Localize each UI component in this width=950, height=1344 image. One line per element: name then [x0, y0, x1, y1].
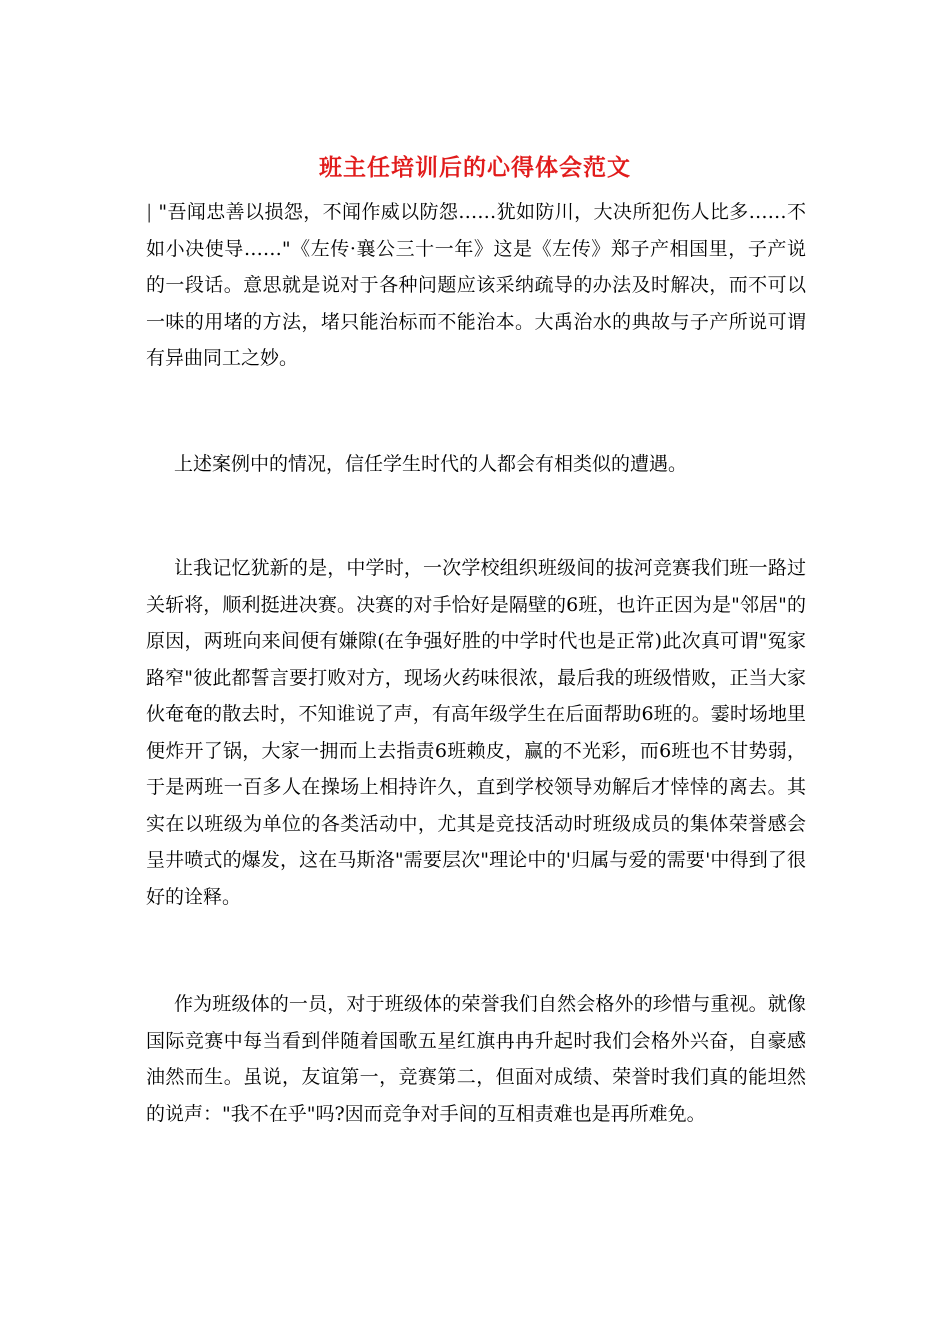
text-cursor-mark: |: [146, 201, 153, 223]
paragraph-1: [146, 194, 806, 377]
page-title: 班主任培训后的心得体会范文: [319, 154, 631, 181]
paragraph-3: 让我记忆犹新的是，中学时，一次学校组织班级间的拔河竞赛我们班一路过关斩将，顺利挺进决赛。决赛的对手恰好是隔壁的6班，也许正因为是"邻居"的原因，两班向来间便有嫌隙(在争强好胜的中学时代也是正常)此次真可谓"冤家路窄"彼此都誓言要打败对方，现场火药味很浓，最后我的班级惜败，正当大家伙奄奄的散去时，不知谁说了声，有高年级学生在后面帮助6班的。霎时场地里便炸开了锅，大家一拥而上去指责6班赖皮，赢的不光彩，而6班也不甘势弱，于是两班一百多人在操场上相持许久，直到学校领导劝解后才悻悻的离去。其实在以班级为单位的各类活动中，尤其是竞技活动时班级成员的集体荣誉感会呈井喷式的爆发，这在马斯洛"需要层次"理论中的'归属与爱的需要'中得到了很好的诠释。: [146, 557, 806, 908]
paragraph-1-text: "吾闻忠善以损怨，不闻作威以防怨……犹如防川，大决所犯伤人比多……不如小决使导……"《左传·襄公三十一年》这是《左传》郑子产相国里，子产说的一段话。意思就是说对于各种问题应该采纳疏导的办法及时解决，而不可以一味的用堵的方法，堵只能治标而不能治本。大禹治水的典故与子产所说可谓有异曲同工之妙。: [146, 201, 806, 369]
paragraph-4: 作为班级体的一员，对于班级体的荣誉我们自然会格外的珍惜与重视。就像国际竞赛中每当看到伴随着国歌五星红旗冉冉升起时我们会格外兴奋，自豪感油然而生。虽说，友谊第一，竞赛第二，但面对成绩、荣誉时我们真的能坦然的说声："我不在乎"吗?因而竞争对手间的互相责难也是再所难免。: [146, 993, 806, 1125]
paragraph-2: 上述案例中的情况，信任学生时代的人都会有相类似的遭遇。: [174, 453, 688, 475]
